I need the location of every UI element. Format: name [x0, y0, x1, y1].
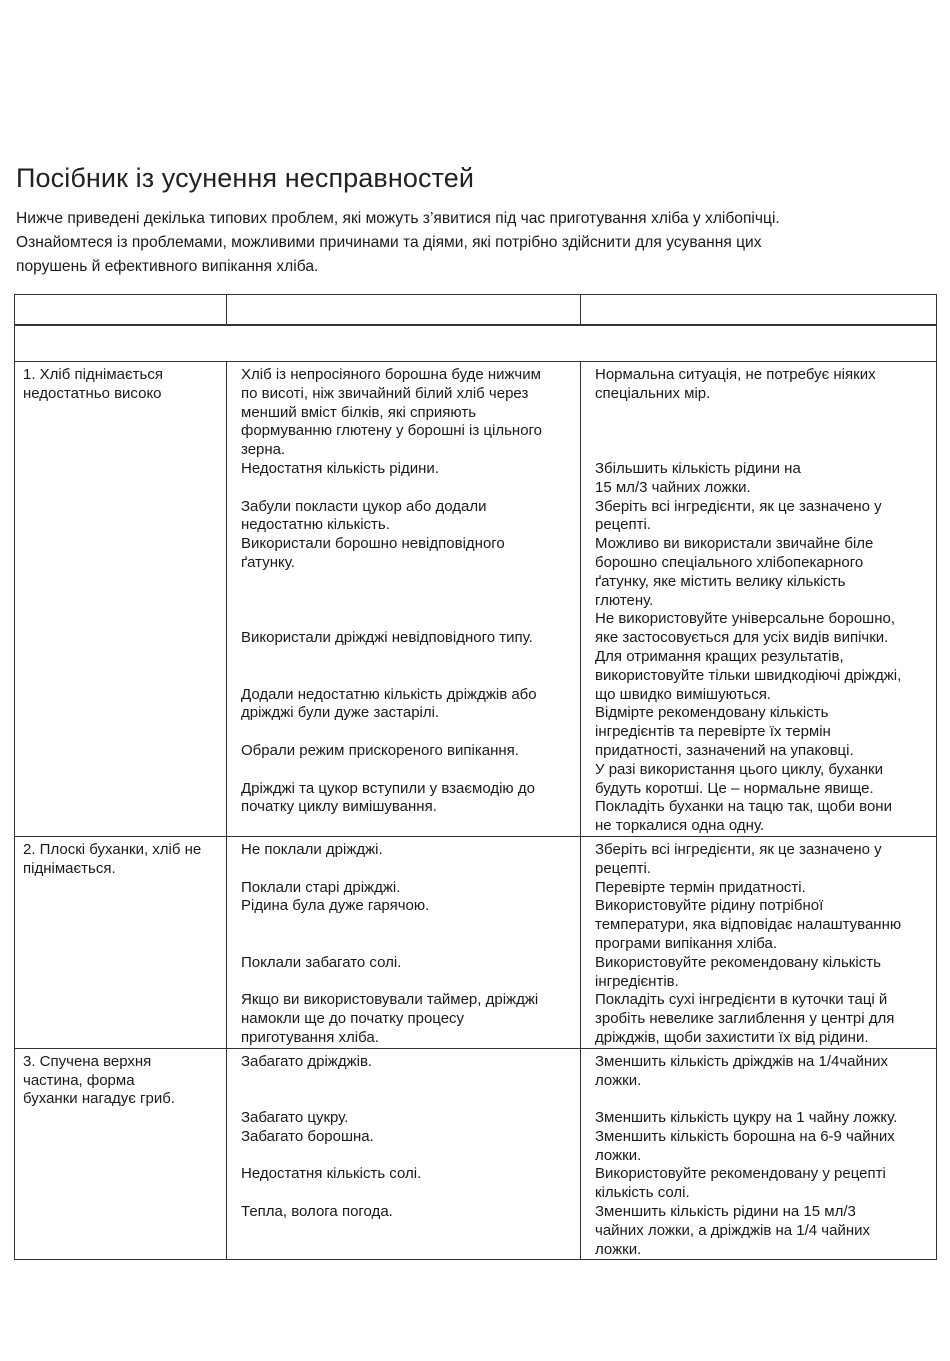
action-line: Використовуйте рекомендовану кількість	[595, 953, 881, 971]
action-line: У разі використання цього циклу, буханки	[595, 760, 883, 778]
cause-line: Забагато дріжджів.	[241, 1052, 373, 1070]
problem-cell	[15, 1048, 227, 1260]
action-line: кількість солі.	[595, 1184, 690, 1202]
action-line: зробіть невелике заглиблення у центрі для	[595, 1010, 895, 1028]
cause-line: Обрали режим прискореного випікання.	[241, 741, 519, 759]
cause-line: Забагато борошна.	[241, 1127, 374, 1145]
action-line: Зменшить кількість борошна на 6-9 чайних	[595, 1127, 895, 1145]
action-line: Не використовуйте універсальне борошно,	[595, 610, 896, 628]
action-line: Зменшить кількість цукру на 1 чайну ложку.	[595, 1109, 898, 1127]
problem-line: 2. Плоскі буханки, хліб не	[23, 840, 202, 858]
table-section-row	[15, 325, 937, 362]
cause-line: Тепла, волога погода.	[241, 1203, 393, 1221]
action-item	[595, 1053, 934, 1109]
cause-line: зерна.	[241, 441, 286, 459]
action-line: Відмірте рекомендовану кількість	[595, 704, 829, 722]
action-line: борошно спеціального хлібопекарного	[595, 553, 864, 571]
cause-line: Використали борошно невідповідного	[241, 535, 505, 553]
cause-line: дріжджі були дуже застарілі.	[241, 704, 440, 722]
action-cell	[581, 1048, 937, 1260]
action-item	[595, 954, 934, 992]
action-line: Зменшить кількість дріжджів на 1/4чайних	[595, 1052, 889, 1070]
problem-line: 1. Хліб піднімається	[23, 366, 163, 383]
cause-item	[241, 991, 578, 1047]
action-line: ґатунку, яке містить велику кількість	[595, 572, 846, 590]
action-item	[595, 1203, 934, 1259]
action-line: Використовуйте рекомендовану у рецепті	[595, 1165, 886, 1183]
problem-text	[23, 841, 222, 879]
cause-line: Дріжджі та цукор вступили у взаємодію до	[241, 779, 535, 797]
problem-line: недостатньо високо	[23, 384, 162, 402]
action-line: Для отримання кращих результатів,	[595, 647, 844, 665]
cause-line: Недостатня кількість рідини.	[241, 460, 439, 477]
action-line: Зберіть всі інгредієнти, як це зазначено у	[595, 840, 882, 858]
cause-item	[241, 841, 578, 879]
cause-line: формуванню глютену у борошні із цільного	[241, 422, 543, 440]
cause-cell	[227, 1048, 581, 1260]
action-line: Нормальна ситуація, не потребує ніяких	[595, 366, 876, 383]
cause-line: менший вміст білків, які сприяють	[241, 403, 477, 421]
problem-line: буханки нагадує гриб.	[23, 1090, 175, 1108]
action-item	[595, 1128, 934, 1166]
problem-cell	[15, 362, 227, 837]
action-line: ложки.	[595, 1071, 642, 1089]
action-item	[595, 460, 934, 498]
action-item	[595, 798, 934, 836]
action-item	[595, 704, 934, 760]
action-cell	[581, 836, 937, 1048]
cause-line: приготування хліба.	[241, 1028, 379, 1046]
header-cell-action	[581, 295, 937, 326]
cause-line: Якщо ви використовували таймер, дріжджі	[241, 991, 539, 1009]
action-line: Зменшить кількість рідини на 15 мл/3	[595, 1203, 856, 1221]
cause-line: намокли ще до початку процесу	[241, 1010, 465, 1028]
cause-line: Забули покласти цукор або додали	[241, 497, 487, 515]
cause-line: Забагато цукру.	[241, 1109, 349, 1127]
action-line: Покладіть сухі інгредієнти в куточки таці й	[595, 991, 888, 1009]
cause-item	[241, 879, 578, 898]
problem-cell	[15, 836, 227, 1048]
cause-item	[241, 535, 578, 629]
cause-item	[241, 460, 578, 498]
action-line: інгредієнтів.	[595, 972, 679, 990]
cause-line: Рідина була дуже гарячою.	[241, 897, 430, 915]
cause-item	[241, 954, 578, 992]
header-cell-cause	[227, 295, 581, 326]
action-line: яке застосовується для усіх видів випічки.	[595, 629, 889, 647]
action-line: ложки.	[595, 1146, 642, 1164]
cause-cell	[227, 362, 581, 837]
action-line: будуть коротші. Це – нормальне явище.	[595, 779, 874, 797]
action-line: інгредієнтів та перевірте їх термін	[595, 723, 831, 741]
action-line: температури, яка відповідає налаштуванню	[595, 916, 902, 934]
cause-item	[241, 366, 578, 460]
action-item	[595, 366, 934, 460]
action-line: чайних ложки, а дріжджів на 1/4 чайних	[595, 1221, 871, 1239]
cause-line: ґатунку.	[241, 553, 295, 571]
cause-line: Не поклали дріжджі.	[241, 840, 383, 858]
problem-text	[23, 366, 222, 404]
action-item	[595, 991, 934, 1047]
cause-item	[241, 498, 578, 536]
action-line: дріжджів, щоби захистити їх від рідини.	[595, 1028, 869, 1046]
intro-line: порушень й ефективного випікання хліба.	[16, 258, 319, 275]
section-cell	[15, 325, 937, 362]
action-line: що швидко вимішуються.	[595, 685, 771, 703]
cause-cell	[227, 836, 581, 1048]
action-item	[595, 879, 934, 898]
action-line: Покладіть буханки на тацю так, щоби вони	[595, 798, 892, 816]
cause-line: Використали дріжджі невідповідного типу.	[241, 629, 533, 647]
action-line: ложки.	[595, 1240, 642, 1258]
cause-item	[241, 780, 578, 818]
cause-line: початку циклу вимішування.	[241, 798, 437, 816]
table-header-row	[15, 295, 937, 326]
cause-item	[241, 1203, 578, 1259]
problem-line: 3. Спучена верхня	[23, 1052, 152, 1070]
action-item	[595, 648, 934, 704]
cause-line: по висоті, ніж звичайний білий хліб через	[241, 384, 529, 402]
action-item	[595, 897, 934, 953]
problem-line: піднімається.	[23, 859, 116, 877]
action-cell	[581, 362, 937, 837]
cause-item	[241, 1128, 578, 1166]
cause-item	[241, 686, 578, 742]
action-line: використовуйте тільки швидкодіючі дріжджі,	[595, 666, 902, 684]
cause-item	[241, 629, 578, 685]
cause-line: Поклали забагато солі.	[241, 953, 402, 971]
table-row	[15, 1048, 937, 1260]
cause-item	[241, 1109, 578, 1128]
cause-line: Хліб із непросіяного борошна буде нижчим	[241, 366, 541, 383]
action-line: Перевірте термін придатності.	[595, 878, 806, 896]
action-line: Зберіть всі інгредієнти, як це зазначено у	[595, 497, 882, 515]
problem-text	[23, 1053, 222, 1109]
action-line: Використовуйте рідину потрібної	[595, 897, 824, 915]
action-item	[595, 1109, 934, 1128]
cause-line: Поклали старі дріжджі.	[241, 878, 401, 896]
cause-line: Додали недостатню кількість дріжджів або	[241, 685, 537, 703]
intro-line: Нижче приведені декілька типових проблем, які можуть з’явитися під час приготування хліба у хлібопічці.	[16, 210, 780, 227]
cause-item	[241, 1165, 578, 1203]
intro-line: Ознайомтеся із проблемами, можливими причинами та діями, які потрібно здійснити для усування цих	[16, 234, 762, 251]
page-title: Посібник із усунення несправностей	[16, 163, 475, 193]
troubleshooting-table	[14, 294, 937, 1260]
action-item	[595, 498, 934, 536]
action-line: 15 мл/3 чайних ложки.	[595, 478, 751, 496]
action-line: рецепті.	[595, 516, 651, 534]
action-line: Збільшить кількість рідини на	[595, 460, 801, 477]
cause-line: недостатню кількість.	[241, 516, 390, 534]
header-cell-problem	[15, 295, 227, 326]
table-row	[15, 836, 937, 1048]
action-item	[595, 841, 934, 879]
cause-line: Недостатня кількість солі.	[241, 1165, 422, 1183]
action-line: Можливо ви використали звичайне біле	[595, 535, 874, 553]
action-line: глютену.	[595, 591, 654, 609]
table-row	[15, 362, 937, 837]
intro-text	[16, 207, 936, 279]
action-item	[595, 1165, 934, 1203]
action-line: спеціальних мір.	[595, 384, 711, 402]
action-line: придатності, зазначений на упаковці.	[595, 741, 854, 759]
cause-item	[241, 897, 578, 953]
action-item	[595, 761, 934, 799]
action-item	[595, 535, 934, 648]
action-line: не торкалися одна одну.	[595, 817, 765, 835]
action-line: програми випікання хліба.	[595, 934, 778, 952]
cause-item	[241, 742, 578, 780]
cause-item	[241, 1053, 578, 1109]
action-line: рецепті.	[595, 859, 651, 877]
problem-line: частина, форма	[23, 1071, 135, 1089]
